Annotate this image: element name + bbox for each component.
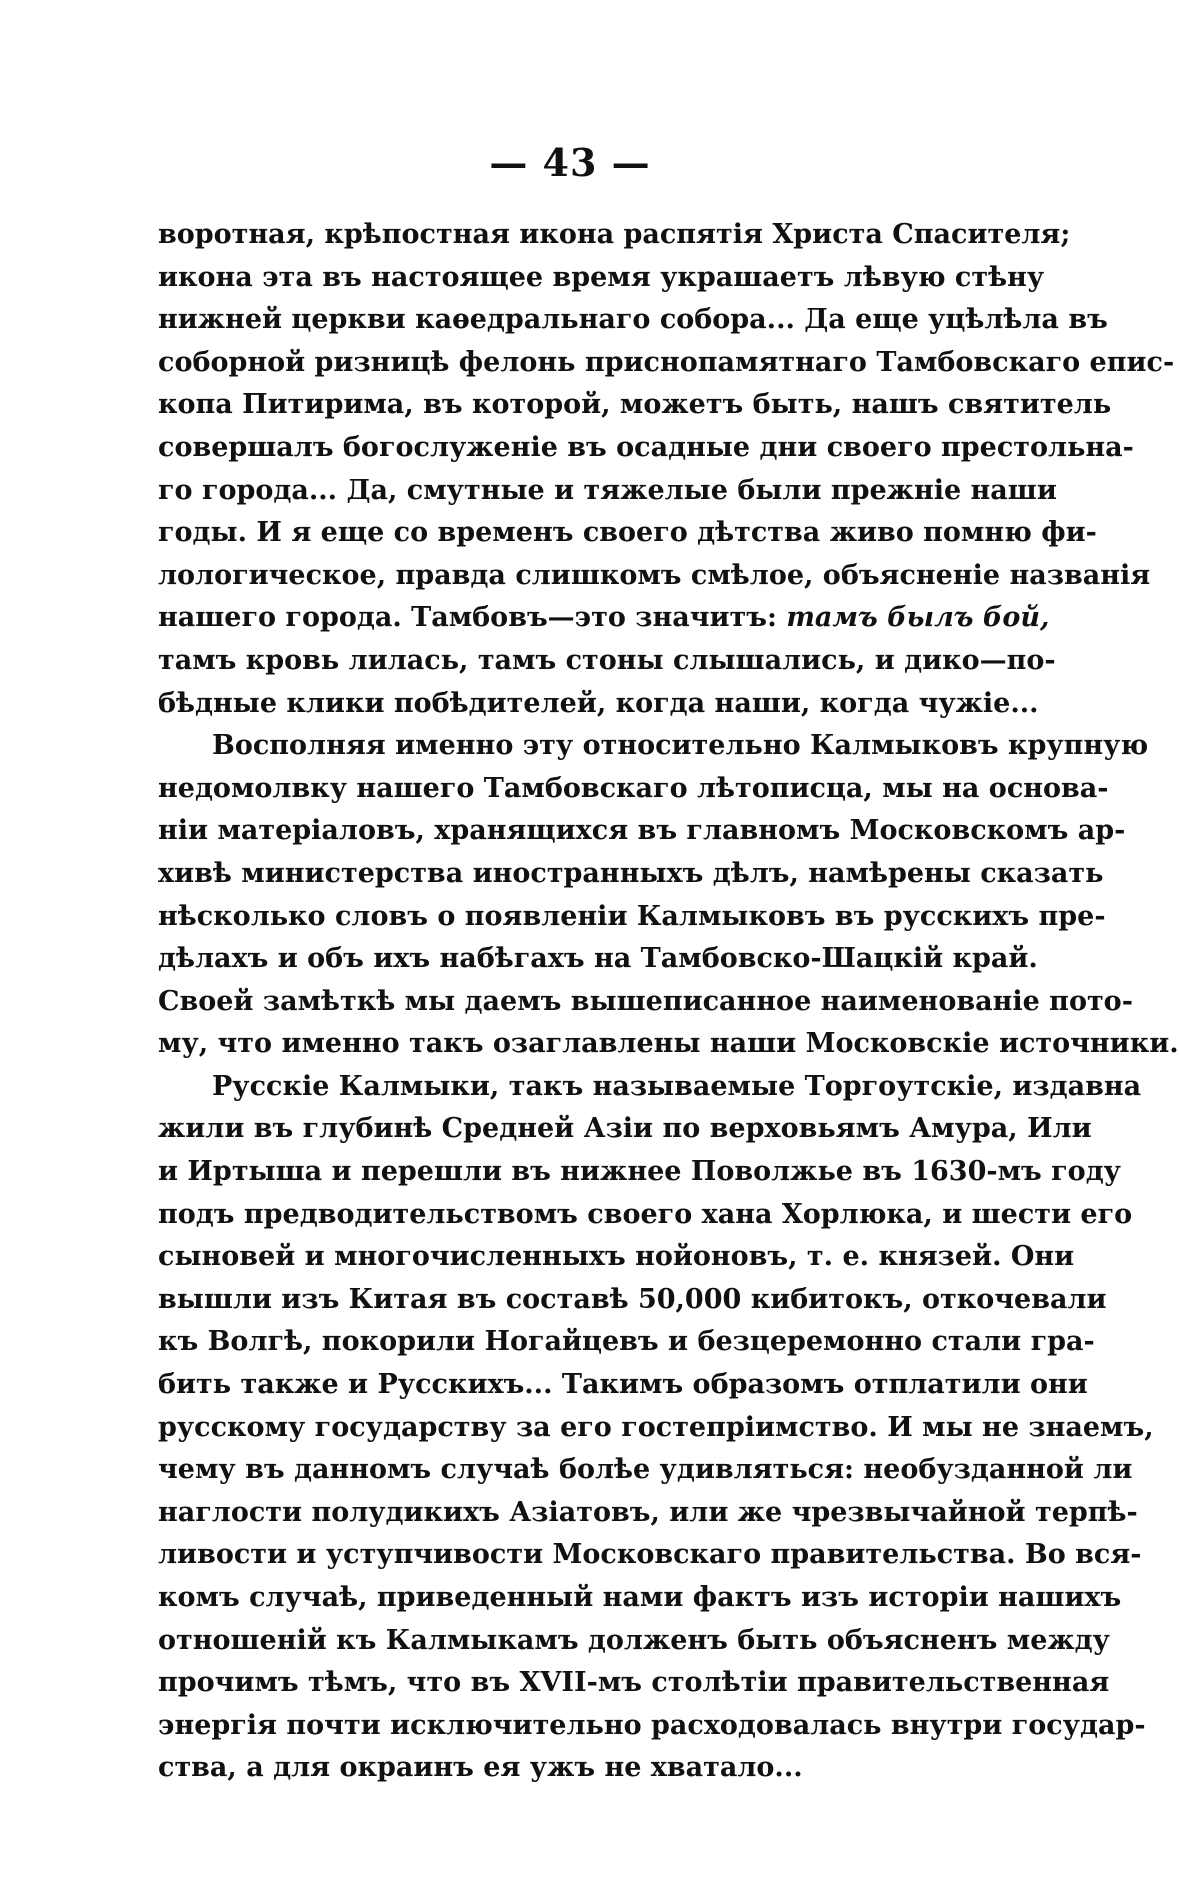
text-line: тамъ кровь лилась, тамъ стоны слышались, и дико—по-	[158, 644, 1056, 676]
text-line: соборной ризницѣ фелонь приснопамятнаго Тамбовскаго епис-	[158, 346, 1175, 378]
text-line: копа Питирима, въ которой, можетъ быть, нашъ святитель	[158, 389, 1112, 421]
text-line: лологическое, правда слишкомъ смѣлое, объясненіе названія	[158, 559, 1151, 591]
text-line: совершалъ богослуженіе въ осадные дни своего престольна-	[158, 431, 1134, 463]
text-line: хивѣ министерства иностранныхъ дѣлъ, намѣрены сказать	[158, 857, 1104, 889]
page-number: — 43 —	[489, 140, 651, 185]
text-line: чему въ данномъ случаѣ болѣе удивляться: необузданной ли	[158, 1454, 1133, 1486]
text-line: вышли изъ Китая въ составѣ 50,000 кибитокъ, откочевали	[158, 1283, 1107, 1315]
text-line: годы. И я еще со временъ своего дѣтства живо помню фи-	[158, 517, 1097, 549]
text-line: ливости и уступчивости Московскаго правительства. Во вся-	[158, 1539, 1142, 1571]
text-line: Своей замѣткѣ мы даемъ вышеписанное наименованіе пото-	[158, 985, 1133, 1017]
text-line: Русскіе Калмыки, такъ называемые Торгоутскіе, издавна	[212, 1070, 1142, 1102]
italic-phrase: тамъ былъ бой,	[786, 602, 1050, 634]
text-line: къ Волгѣ, покорили Ногайцевъ и безцеремонно стали гра-	[158, 1326, 1095, 1358]
text-line: отношеній къ Калмыкамъ долженъ быть объясненъ между	[158, 1624, 1110, 1656]
text-line: бить также и Русскихъ... Такимъ образомъ отплатили они	[158, 1369, 1088, 1401]
text-line: и Иртыша и перешли въ нижнее Поволжье въ 1630-мъ году	[158, 1156, 1121, 1188]
text-line: ніи матеріаловъ, хранящихся въ главномъ Московскомъ ар-	[158, 815, 1126, 847]
text-line: подъ предводительствомъ своего хана Хорлюка, и шести его	[158, 1198, 1133, 1230]
text-line: дѣлахъ и объ ихъ набѣгахъ на Тамбовско-Шацкій край.	[158, 943, 1038, 975]
text-line: Восполняя именно эту относительно Калмыковъ крупную	[212, 730, 1149, 762]
body-text	[158, 214, 1179, 1790]
text-line: ства, а для окраинъ ея ужъ не хватало...	[158, 1752, 803, 1784]
text-line: му, что именно такъ озаглавлены наши Московскіе источники.	[158, 1028, 1179, 1060]
text-line: икона эта въ настоящее время украшаетъ лѣвую стѣну	[158, 261, 1045, 293]
text-line: энергія почти исключительно расходовалась внутри государ-	[158, 1709, 1146, 1741]
text-line: бѣдные клики побѣдителей, когда наши, когда чужіе...	[158, 687, 1039, 719]
text-line: нижней церкви каѳедральнаго собора... Да еще уцѣлѣла въ	[158, 304, 1108, 336]
text-line: го города... Да, смутные и тяжелые были прежніе наши	[158, 474, 1057, 506]
text-segment: нашего города. Тамбовъ—это значитъ:	[158, 602, 787, 634]
text-line: сыновей и многочисленныхъ нойоновъ, т. е. князей. Они	[158, 1241, 1075, 1273]
text-line: недомолвку нашего Тамбовскаго лѣтописца, мы на основа-	[158, 772, 1109, 804]
text-line: наглости полудикихъ Азіатовъ, или же чрезвычайной терпѣ-	[158, 1496, 1138, 1528]
text-line: прочимъ тѣмъ, что въ XVII-мъ столѣтіи правительственная	[158, 1667, 1110, 1699]
text-line: воротная, крѣпостная икона распятія Христа Спасителя;	[158, 219, 1071, 250]
text-line: нѣсколько словъ о появленіи Калмыковъ въ русскихъ пре-	[158, 900, 1106, 932]
text-line: русскому государству за его гостепріимство. И мы не знаемъ,	[158, 1411, 1154, 1443]
text-line-with-italic	[158, 597, 1050, 640]
text-line: комъ случаѣ, приведенный нами фактъ изъ исторіи нашихъ	[158, 1582, 1122, 1613]
text-line: жили въ глубинѣ Средней Азіи по верховьямъ Амура, Или	[158, 1113, 1092, 1145]
